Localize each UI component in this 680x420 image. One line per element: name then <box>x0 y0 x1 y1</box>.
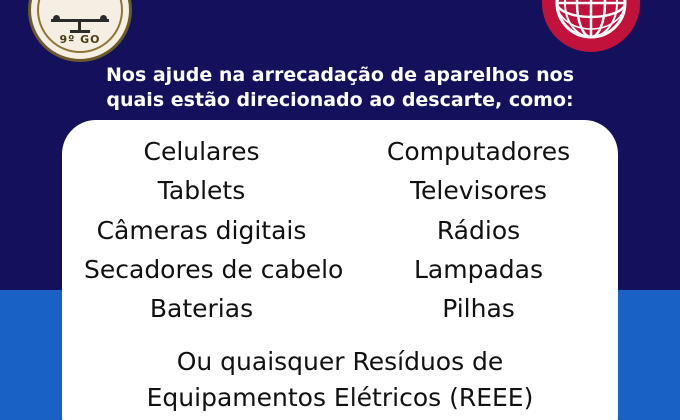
globe-emblem-icon <box>542 0 640 52</box>
rotary-club-emblem-icon <box>28 0 132 62</box>
emblem-label: 9º GO <box>59 33 101 46</box>
heading-line-2: quais estão direcionado ao descarte, como: <box>106 89 574 112</box>
card-footer-text <box>62 344 618 415</box>
heading-line-1: Nos ajude na arrecadação de aparelhos nos <box>105 64 574 86</box>
list-item: Tablets <box>157 176 246 206</box>
list-item: Lampadas <box>413 254 543 284</box>
footer-line-2: Equipamentos Elétricos (REEE) <box>146 382 534 412</box>
list-item: Pilhas <box>442 294 515 323</box>
poster-heading <box>0 63 680 114</box>
items-columns <box>62 132 618 328</box>
list-item: Computadores <box>386 137 571 166</box>
list-item: Televisores <box>410 176 547 206</box>
list-item: Secadores de cabelo <box>84 254 344 284</box>
items-column-right <box>361 132 596 328</box>
footer-line-1: Ou quaisquer Resíduos de <box>176 347 504 377</box>
list-item: Celulares <box>143 137 260 166</box>
list-item: Câmeras digitais <box>96 215 307 245</box>
items-card <box>62 120 618 420</box>
globe-icon <box>554 0 628 40</box>
list-item: Baterias <box>149 294 254 323</box>
list-item: Rádios <box>436 215 521 245</box>
items-column-left <box>84 132 344 328</box>
